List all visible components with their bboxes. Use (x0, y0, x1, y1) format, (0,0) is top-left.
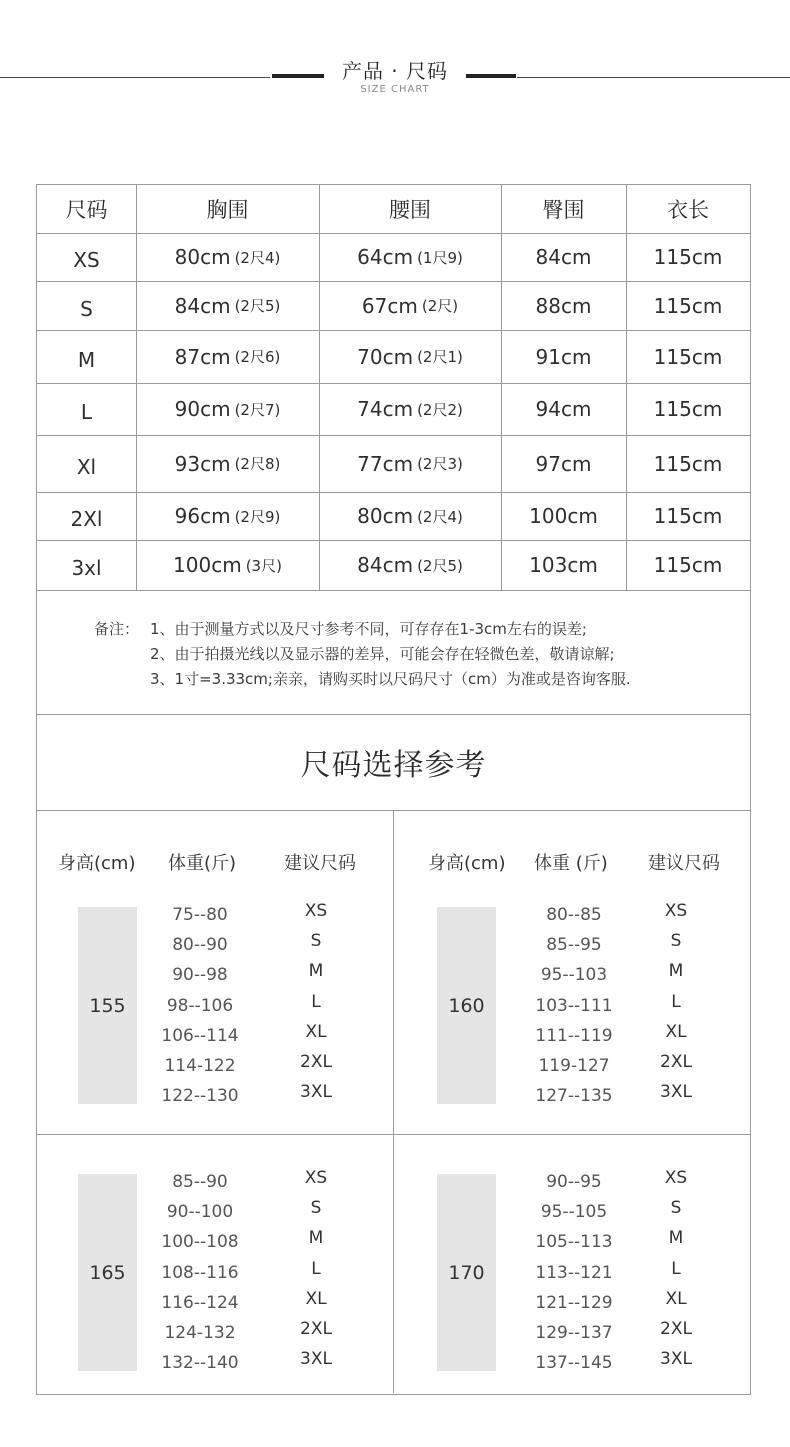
waist-note: (2尺4) (417, 507, 463, 526)
waist-value: 84cm (357, 553, 414, 577)
reference-column-header: 体重 (斤) (534, 853, 608, 874)
table-header-cell: 腰围 (389, 198, 431, 222)
length-cell: 115cm (653, 553, 723, 577)
waist-cell (319, 540, 501, 590)
weight-range: 124-132 (164, 1323, 236, 1343)
chest-cell (136, 383, 319, 435)
height-bar (78, 907, 137, 1104)
weight-range: 98--106 (166, 995, 234, 1016)
suggested-size: L (311, 1258, 321, 1279)
chest-note: (2尺6) (234, 348, 281, 366)
height-value: 160 (448, 994, 485, 1017)
table-header-cell: 胸围 (206, 198, 249, 222)
suggested-size: 3XL (300, 1349, 332, 1370)
notes-label: 备注： (94, 620, 140, 638)
table-header-cell: 臀围 (542, 198, 585, 222)
header-rule-left (0, 77, 270, 78)
waist-note: (2尺2) (417, 400, 463, 419)
suggested-size: M (308, 961, 324, 982)
suggested-size: XL (305, 1288, 327, 1309)
weight-range: 103--111 (535, 995, 613, 1016)
reference-column-header: 建议尺码 (284, 853, 356, 874)
page-title: 产品 · 尺码 (341, 59, 449, 83)
size-cell: Xl (76, 454, 97, 479)
suggested-size: S (670, 931, 682, 952)
section-rule (37, 714, 750, 715)
reference-column-header: 身高(cm) (428, 853, 506, 874)
hip-cell: 84cm (535, 245, 592, 269)
waist-note: (2尺5) (417, 556, 463, 575)
suggested-size: M (668, 1228, 684, 1249)
suggested-size: XL (665, 1288, 687, 1309)
size-cell: L (80, 400, 93, 424)
chest-note: (2尺7) (234, 400, 281, 419)
chest-value: 100cm (173, 553, 242, 577)
weight-range: 137--145 (535, 1353, 613, 1374)
note-line: 3、1寸=3.33cm;亲亲，请购买时以尺码尺寸（cm）为准或是咨询客服. (150, 670, 631, 688)
suggested-size: XL (305, 1021, 327, 1042)
weight-range: 119-127 (538, 1056, 610, 1076)
weight-range: 114-122 (164, 1056, 236, 1076)
header-rule-right (517, 77, 790, 78)
height-bar (78, 1174, 137, 1371)
hip-cell: 103cm (529, 553, 598, 577)
height-bar (437, 907, 496, 1104)
weight-range: 108--116 (161, 1262, 239, 1283)
suggested-size: M (668, 961, 684, 982)
suggested-size: M (308, 1228, 324, 1249)
height-value: 170 (448, 1261, 485, 1284)
weight-range: 129--137 (535, 1323, 613, 1343)
hip-cell: 97cm (535, 451, 592, 476)
waist-cell (319, 492, 501, 540)
suggested-size: L (671, 1258, 681, 1279)
size-cell: S (80, 296, 93, 321)
height-bar (437, 1174, 496, 1371)
waist-cell (319, 435, 501, 492)
weight-range: 100--108 (161, 1232, 239, 1253)
hip-cell: 91cm (535, 344, 592, 369)
size-cell: 3xl (71, 556, 102, 580)
weight-range: 106--114 (161, 1025, 239, 1046)
weight-range: 80--90 (172, 935, 228, 956)
suggested-size: 2XL (660, 1319, 692, 1339)
waist-cell (319, 233, 501, 281)
suggested-size: XS (664, 1168, 688, 1188)
weight-range: 121--129 (535, 1292, 613, 1313)
table-rule (37, 590, 750, 591)
waist-cell (319, 281, 501, 330)
table-header-cell: 衣长 (667, 198, 709, 222)
waist-note: (2尺) (421, 297, 459, 315)
note-line: 1、由于测量方式以及尺寸参考不同，可存存在1-3cm左右的误差; (150, 620, 587, 638)
chest-note: (2尺5) (234, 297, 281, 315)
suggested-size: S (310, 1198, 322, 1219)
length-cell: 115cm (653, 293, 723, 318)
waist-cell (319, 330, 501, 383)
header-accent-right (466, 74, 516, 78)
weight-range: 85--95 (546, 935, 602, 956)
weight-range: 105--113 (535, 1232, 613, 1253)
chest-note: (2尺4) (234, 248, 281, 267)
weight-range: 111--119 (535, 1025, 613, 1046)
suggested-size: 2XL (300, 1319, 332, 1339)
waist-value: 80cm (357, 504, 414, 528)
suggested-size: S (670, 1198, 682, 1219)
weight-range: 95--105 (540, 1202, 608, 1223)
hip-cell: 88cm (535, 293, 592, 318)
hip-cell: 94cm (535, 397, 592, 421)
weight-range: 95--103 (540, 965, 608, 986)
suggested-size: 2XL (660, 1052, 692, 1072)
suggested-size: S (310, 931, 322, 952)
weight-range: 122--130 (161, 1086, 239, 1107)
chest-cell (136, 281, 319, 330)
length-cell: 115cm (653, 245, 723, 269)
suggested-size: L (311, 991, 321, 1012)
chest-value: 96cm (174, 504, 231, 528)
waist-note: (2尺1) (417, 348, 463, 366)
weight-range: 113--121 (535, 1262, 613, 1283)
suggested-size: XS (304, 901, 328, 921)
chest-cell (136, 540, 319, 590)
length-cell: 115cm (653, 397, 723, 421)
waist-cell (319, 383, 501, 435)
weight-range: 132--140 (161, 1353, 239, 1374)
suggested-size: XS (664, 901, 688, 921)
weight-range: 80--85 (546, 905, 602, 925)
header-accent-left (272, 74, 324, 78)
size-cell: M (77, 347, 96, 372)
suggested-size: XS (304, 1168, 328, 1188)
size-cell: XS (73, 248, 100, 272)
suggested-size: 2XL (300, 1052, 332, 1072)
chest-value: 84cm (174, 293, 231, 318)
suggested-size: 3XL (660, 1082, 692, 1103)
suggested-size: 3XL (660, 1349, 692, 1370)
waist-value: 67cm (361, 293, 418, 318)
suggested-size: 3XL (300, 1082, 332, 1103)
reference-column-header: 体重(斤) (168, 853, 237, 874)
reference-column-header: 身高(cm) (58, 853, 136, 874)
waist-note: (2尺3) (417, 455, 463, 473)
page-subtitle: SIZE CHART (360, 84, 430, 95)
weight-range: 90--98 (172, 965, 228, 986)
suggested-size: L (671, 991, 681, 1012)
suggested-size: XL (665, 1021, 687, 1042)
reference-divider (393, 810, 394, 1393)
chest-value: 80cm (174, 245, 231, 269)
length-cell: 115cm (653, 344, 723, 369)
chest-note: (3尺) (245, 556, 282, 575)
chest-note: (2尺8) (234, 455, 281, 473)
waist-value: 74cm (357, 397, 414, 421)
hip-cell: 100cm (529, 504, 598, 528)
height-value: 155 (89, 994, 126, 1017)
chest-cell (136, 330, 319, 383)
size-cell: 2Xl (70, 507, 103, 531)
chest-value: 87cm (174, 344, 231, 369)
table-header-cell: 尺码 (65, 198, 108, 222)
length-cell: 115cm (653, 451, 723, 476)
note-line: 2、由于拍摄光线以及显示器的差异，可能会存在轻微色差，敬请谅解; (150, 645, 615, 663)
chest-note: (2尺9) (234, 507, 281, 526)
waist-value: 77cm (357, 451, 414, 476)
weight-range: 75--80 (172, 905, 228, 925)
weight-range: 90--100 (166, 1202, 234, 1223)
weight-range: 85--90 (172, 1172, 228, 1192)
waist-note: (1尺9) (417, 248, 463, 267)
chest-cell (136, 233, 319, 281)
waist-value: 70cm (357, 344, 414, 369)
chest-value: 90cm (174, 397, 231, 421)
weight-range: 116--124 (161, 1292, 239, 1313)
chest-value: 93cm (174, 451, 231, 476)
reference-column-header: 建议尺码 (648, 853, 720, 874)
reference-title: 尺码选择参考 (300, 748, 487, 783)
chest-cell (136, 492, 319, 540)
weight-range: 90--95 (546, 1172, 602, 1192)
waist-value: 64cm (357, 245, 414, 269)
weight-range: 127--135 (535, 1086, 613, 1107)
chest-cell (136, 435, 319, 492)
height-value: 165 (89, 1261, 126, 1284)
length-cell: 115cm (653, 504, 723, 528)
